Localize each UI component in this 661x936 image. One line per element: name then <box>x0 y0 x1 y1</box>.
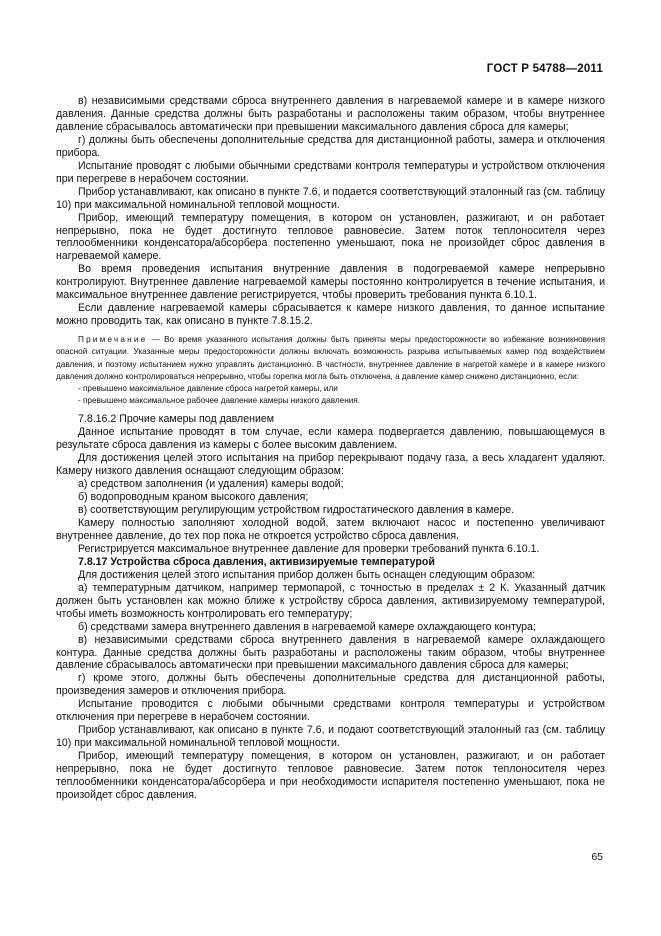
paragraph: Прибор, имеющий температуру помещения, в котором он установлен, разжигают, и он работает непрерывно, пока не будет достигнуто тепловое равновесие. Затем поток теплоносителя через теплообменники конденсатора/абсорбера постепенно уменьшают, пока не произойдет сброс давления в нагреваемой камере. <box>56 211 605 263</box>
paragraph: Камеру полностью заполняют холодной водой, затем включают насос и постепенно увеличивают внутреннее давление, до тех пор пока не откроется устройство сброса давления. <box>56 517 605 542</box>
paragraph: в) независимыми средствами сброса внутреннего давления в нагреваемой камере и в камере низкого давления. Данные средства должны быть разработаны и расположены таким образом, чтобы внутреннее давление сбрасывалось автоматически при превышении максимального давления сброса для камеры; <box>56 95 605 133</box>
paragraph: Для достижения целей этого испытания прибор должен быть оснащен следующим образом: <box>78 568 536 581</box>
standard-header: ГОСТ Р 54788—2011 <box>486 63 603 75</box>
list-item: г) кроме этого, должны быть обеспечены дополнительные средства для дистанционной работы, произведения замеров и отключения прибора. <box>56 672 605 698</box>
paragraph: г) должны быть обеспечены дополнительные средства для дистанционной работы, замера и отключения прибора. <box>56 133 605 159</box>
paragraph: Во время проведения испытания внутренние давления в подогреваемой камере непрерывно контролируют. Внутреннее давление нагреваемой камеры постоянно контролируется в течение испытания, и максимальное внутреннее давление регистрируется, чтобы проверить требования пункта 6.10.1. <box>56 263 605 302</box>
section-heading: 7.8.17 Устройства сброса давления, активизируемые температурой <box>78 555 435 568</box>
note-block <box>56 334 605 407</box>
list-item: а) температурным датчиком, например термопарой, с точностью в пределах ± 2 К. Указанный датчик должен быть установлен как можно ближе к устройству сброса давления, активизируемому температурой, чтобы иметь возможность контролировать его температуру; <box>56 581 605 620</box>
paragraph: Если давление нагреваемой камеры сбрасывается к камере низкого давления, то данное испытание можно проводить так, как описано в пункте 7.8.15.2. <box>56 302 605 328</box>
section-heading: 7.8.16.2 Прочие камеры под давлением <box>78 413 275 426</box>
paragraph: Регистрируется максимальное внутреннее давление для проверки требований пункта 6.10.1. <box>78 542 540 555</box>
paragraph: Испытание проводится с любыми обычными средствами контроля температуры и устройством отключения при перегреве в нерабочем состоянии. <box>56 698 605 724</box>
paragraph: Данное испытание проводят в том случае, если камера подвергается давлению, повышающемуся в результате сброса давления из камеры с более высоким давлением. <box>56 426 605 452</box>
note-item: - превышено максимальное давление сброса нагретой камеры, или <box>78 383 338 393</box>
note-label: Примечание <box>78 335 148 345</box>
paragraph: Прибор устанавливают, как описано в пункте 7.6, и подается соответствующий эталонный газ (см. таблицу 10) при максимальной номинальной тепловой мощности. <box>56 185 605 211</box>
list-item: в) соответствующим регулирующим устройством гидростатического давления в камере. <box>78 504 515 517</box>
note-body: — Во время указанного испытания должны быть приняты меры предосторожности во избежание возникновения опасной ситуации. Указанные меры предосторожности должны включать возможность разрыва испытываемых камер под воздействием давления, и поэтому испытанием нужно управлять дистанционно. В частности, внутреннее давление в нагретой камере и в камере низкого давления должно контролироваться непрерывно, чтобы горелка могла быть отключена, а давление камер снижено дистанционно, если: <box>56 335 606 381</box>
list-item: в) независимыми средствами сброса внутреннего давления в нагреваемой камере охлаждающего контура. Данные средства должны быть разработаны и расположены таким образом, чтобы внутреннее давление сбрасывалось автоматически при превышении максимального давления сброса для камеры; <box>56 633 605 672</box>
note-item: - превышено максимальное рабочее давление камеры низкого давления. <box>78 396 361 406</box>
page-number: 65 <box>591 851 603 863</box>
paragraph: Испытание проводят с любыми обычными средствами контроля температуры и устройством отключения при перегреве в нерабочем состоянии. <box>56 159 605 185</box>
list-item: б) средствами замера внутреннего давления в нагреваемой камере охлаждающего контура; <box>78 620 536 633</box>
paragraph: Для достижения целей этого испытания на прибор перекрывают подачу газа, а весь хладагент удаляют. Камеру низкого давления оснащают следующим образом: <box>56 452 605 478</box>
paragraph: Прибор, имеющий температуру помещения, в котором он установлен, разжигают, и он работает непрерывно, пока не будет достигнуто тепловое равновесие. Затем поток теплоносителя через теплообменники конденсатора/абсорбера и при необходимости испарителя постепенно уменьшают, пока не произойдет сброс давления. <box>56 750 605 802</box>
document-body <box>56 95 605 802</box>
paragraph: Прибор устанавливают, как описано в пункте 7.6, и подают соответствующий эталонный газ (см. таблицу 10) при максимальной номинальной тепловой мощности. <box>56 724 605 750</box>
note-text <box>56 334 605 383</box>
list-item: б) водопроводным краном высокого давления; <box>78 491 309 504</box>
list-item: а) средством заполнения (и удаления) камеры водой; <box>78 478 344 491</box>
